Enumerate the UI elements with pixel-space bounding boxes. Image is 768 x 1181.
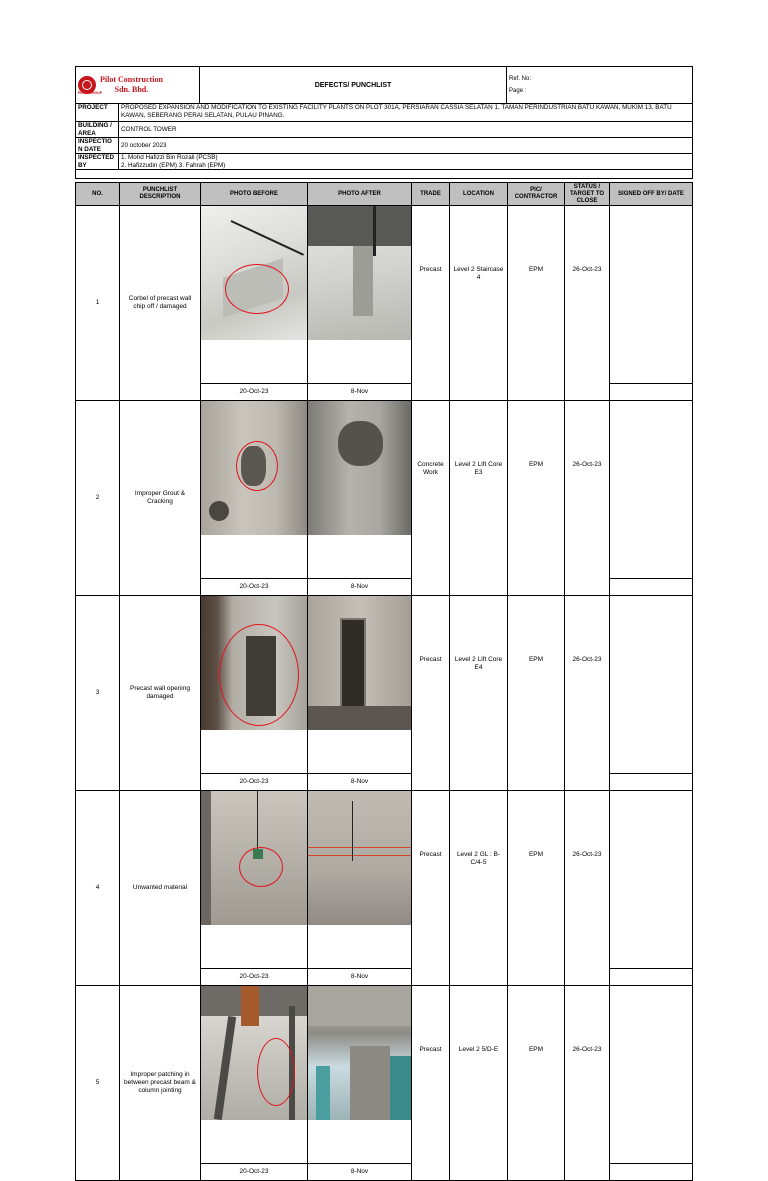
before-date: 20-Oct-23 (201, 383, 308, 400)
inspector-1: 1. Mohd Hafizzi Bin Rozali (PCSB) (121, 154, 218, 161)
row-location: Level 2 5/D-E (450, 986, 508, 1181)
signed-date (610, 1163, 693, 1180)
company-logo-cell (76, 67, 200, 104)
before-date: 20-Oct-23 (201, 1163, 308, 1180)
table-row (76, 596, 693, 774)
company-name-line2: Sdn. Bhd. (114, 85, 149, 94)
row-status: 26-Oct-23 (565, 206, 610, 401)
before-date: 20-Oct-23 (201, 578, 308, 595)
photo-before (201, 791, 308, 969)
inspector-2: 2. Hafizzudin (EPM) 3. Fahrah (EPM) (121, 161, 226, 169)
col-after: PHOTO AFTER (308, 183, 412, 206)
after-date: 8-Nov (308, 578, 412, 595)
header-table (75, 66, 693, 179)
row-pic: EPM (508, 791, 565, 986)
photo-after (308, 401, 412, 579)
punchlist-table (75, 182, 693, 1181)
building-value: CONTROL TOWER (119, 122, 693, 138)
row-desc: Corbel of precast wall chip off / damaged (120, 206, 201, 401)
row-signed (610, 791, 693, 969)
inspected-by-value (119, 154, 693, 170)
col-desc: PUNCHLIST DESCRIPTION (120, 183, 201, 206)
ref-label: Ref. No: (509, 76, 532, 82)
defect-marker (236, 441, 278, 491)
row-location: Level 2 GL : B-C/4-5 (450, 791, 508, 986)
row-desc: Improper Grout & Cracking (120, 401, 201, 596)
table-row (76, 401, 693, 579)
col-status: STATUS / TARGET TO CLOSE (565, 183, 610, 206)
row-trade: Precast (412, 791, 450, 986)
photo-after (308, 596, 412, 774)
row-pic: EPM (508, 401, 565, 596)
signed-date (610, 578, 693, 595)
photo-after (308, 791, 412, 969)
row-no: 4 (76, 791, 120, 986)
inspection-date-value: 20 october 2023 (119, 138, 693, 154)
table-row (76, 791, 693, 969)
row-location: Level 2 Lift Core E3 (450, 401, 508, 596)
punchlist-sheet (75, 66, 692, 1181)
project-value: PROPOSED EXPANSION AND MODIFICATION TO EXISTING FACILITY PLANTS ON PLOT 301A, PERSIARAN CASSIA SELATAN 1, TAMAN PERINDUSTRIAN BATU KAWAN, MUKIM 13, BATU KAWAN, SEBERANG PERAI SELATAN, PULAU PINANG. (119, 104, 693, 122)
after-date: 8-Nov (308, 968, 412, 985)
col-pic: PIC/ CONTRACTOR (508, 183, 565, 206)
photo-before (201, 986, 308, 1164)
row-signed (610, 401, 693, 579)
row-trade: Concrete Work (412, 401, 450, 596)
signed-date (610, 773, 693, 790)
company-name-line1: Pilot Construction (100, 75, 163, 84)
photo-before (201, 596, 308, 774)
col-location: LOCATION (450, 183, 508, 206)
row-trade: Precast (412, 986, 450, 1181)
after-date: 8-Nov (308, 773, 412, 790)
row-pic: EPM (508, 206, 565, 401)
photo-before (201, 401, 308, 579)
after-date: 8-Nov (308, 1163, 412, 1180)
col-signed: SIGNED OFF BY/ DATE (610, 183, 693, 206)
project-label: PROJECT (76, 104, 119, 122)
row-status: 26-Oct-23 (565, 596, 610, 791)
row-signed (610, 986, 693, 1164)
photo-after (308, 206, 412, 384)
defect-marker (225, 264, 289, 314)
col-before: PHOTO BEFORE (201, 183, 308, 206)
row-desc: Unwanted material (120, 791, 201, 986)
photo-after (308, 986, 412, 1164)
defect-marker (239, 847, 283, 887)
row-desc: Improper patching in between precast beam & column jointing (120, 986, 201, 1181)
row-no: 2 (76, 401, 120, 596)
row-location: Level 2 Staircase 4 (450, 206, 508, 401)
row-pic: EPM (508, 596, 565, 791)
spacer-row (76, 170, 693, 179)
defect-marker (257, 1038, 295, 1106)
doc-title: DEFECTS/ PUNCHLIST (200, 67, 507, 104)
row-pic: EPM (508, 986, 565, 1181)
before-date: 20-Oct-23 (201, 773, 308, 790)
inspected-by-label: INSPECTED BY (76, 154, 119, 170)
before-date: 20-Oct-23 (201, 968, 308, 985)
page-label: Page : (509, 88, 527, 94)
row-no: 5 (76, 986, 120, 1181)
row-desc: Precast wall opening damaged (120, 596, 201, 791)
row-trade: Precast (412, 206, 450, 401)
signed-date (610, 383, 693, 400)
row-signed (610, 596, 693, 774)
inspection-date-label: INSPECTIO N DATE (76, 138, 119, 154)
table-row (76, 986, 693, 1164)
company-group: PILOT GROUP (78, 91, 103, 95)
building-label: BUILDING / AREA (76, 122, 119, 138)
row-no: 3 (76, 596, 120, 791)
photo-before (201, 206, 308, 384)
row-location: Level 2 Lift Core E4 (450, 596, 508, 791)
row-signed (610, 206, 693, 384)
row-no: 1 (76, 206, 120, 401)
defect-marker (219, 624, 299, 726)
ref-cell (507, 67, 693, 104)
signed-date (610, 968, 693, 985)
company-name (100, 75, 163, 95)
table-row (76, 206, 693, 384)
col-trade: TRADE (412, 183, 450, 206)
row-status: 26-Oct-23 (565, 986, 610, 1181)
col-no: NO. (76, 183, 120, 206)
row-status: 26-Oct-23 (565, 791, 610, 986)
row-trade: Precast (412, 596, 450, 791)
row-status: 26-Oct-23 (565, 401, 610, 596)
after-date: 8-Nov (308, 383, 412, 400)
